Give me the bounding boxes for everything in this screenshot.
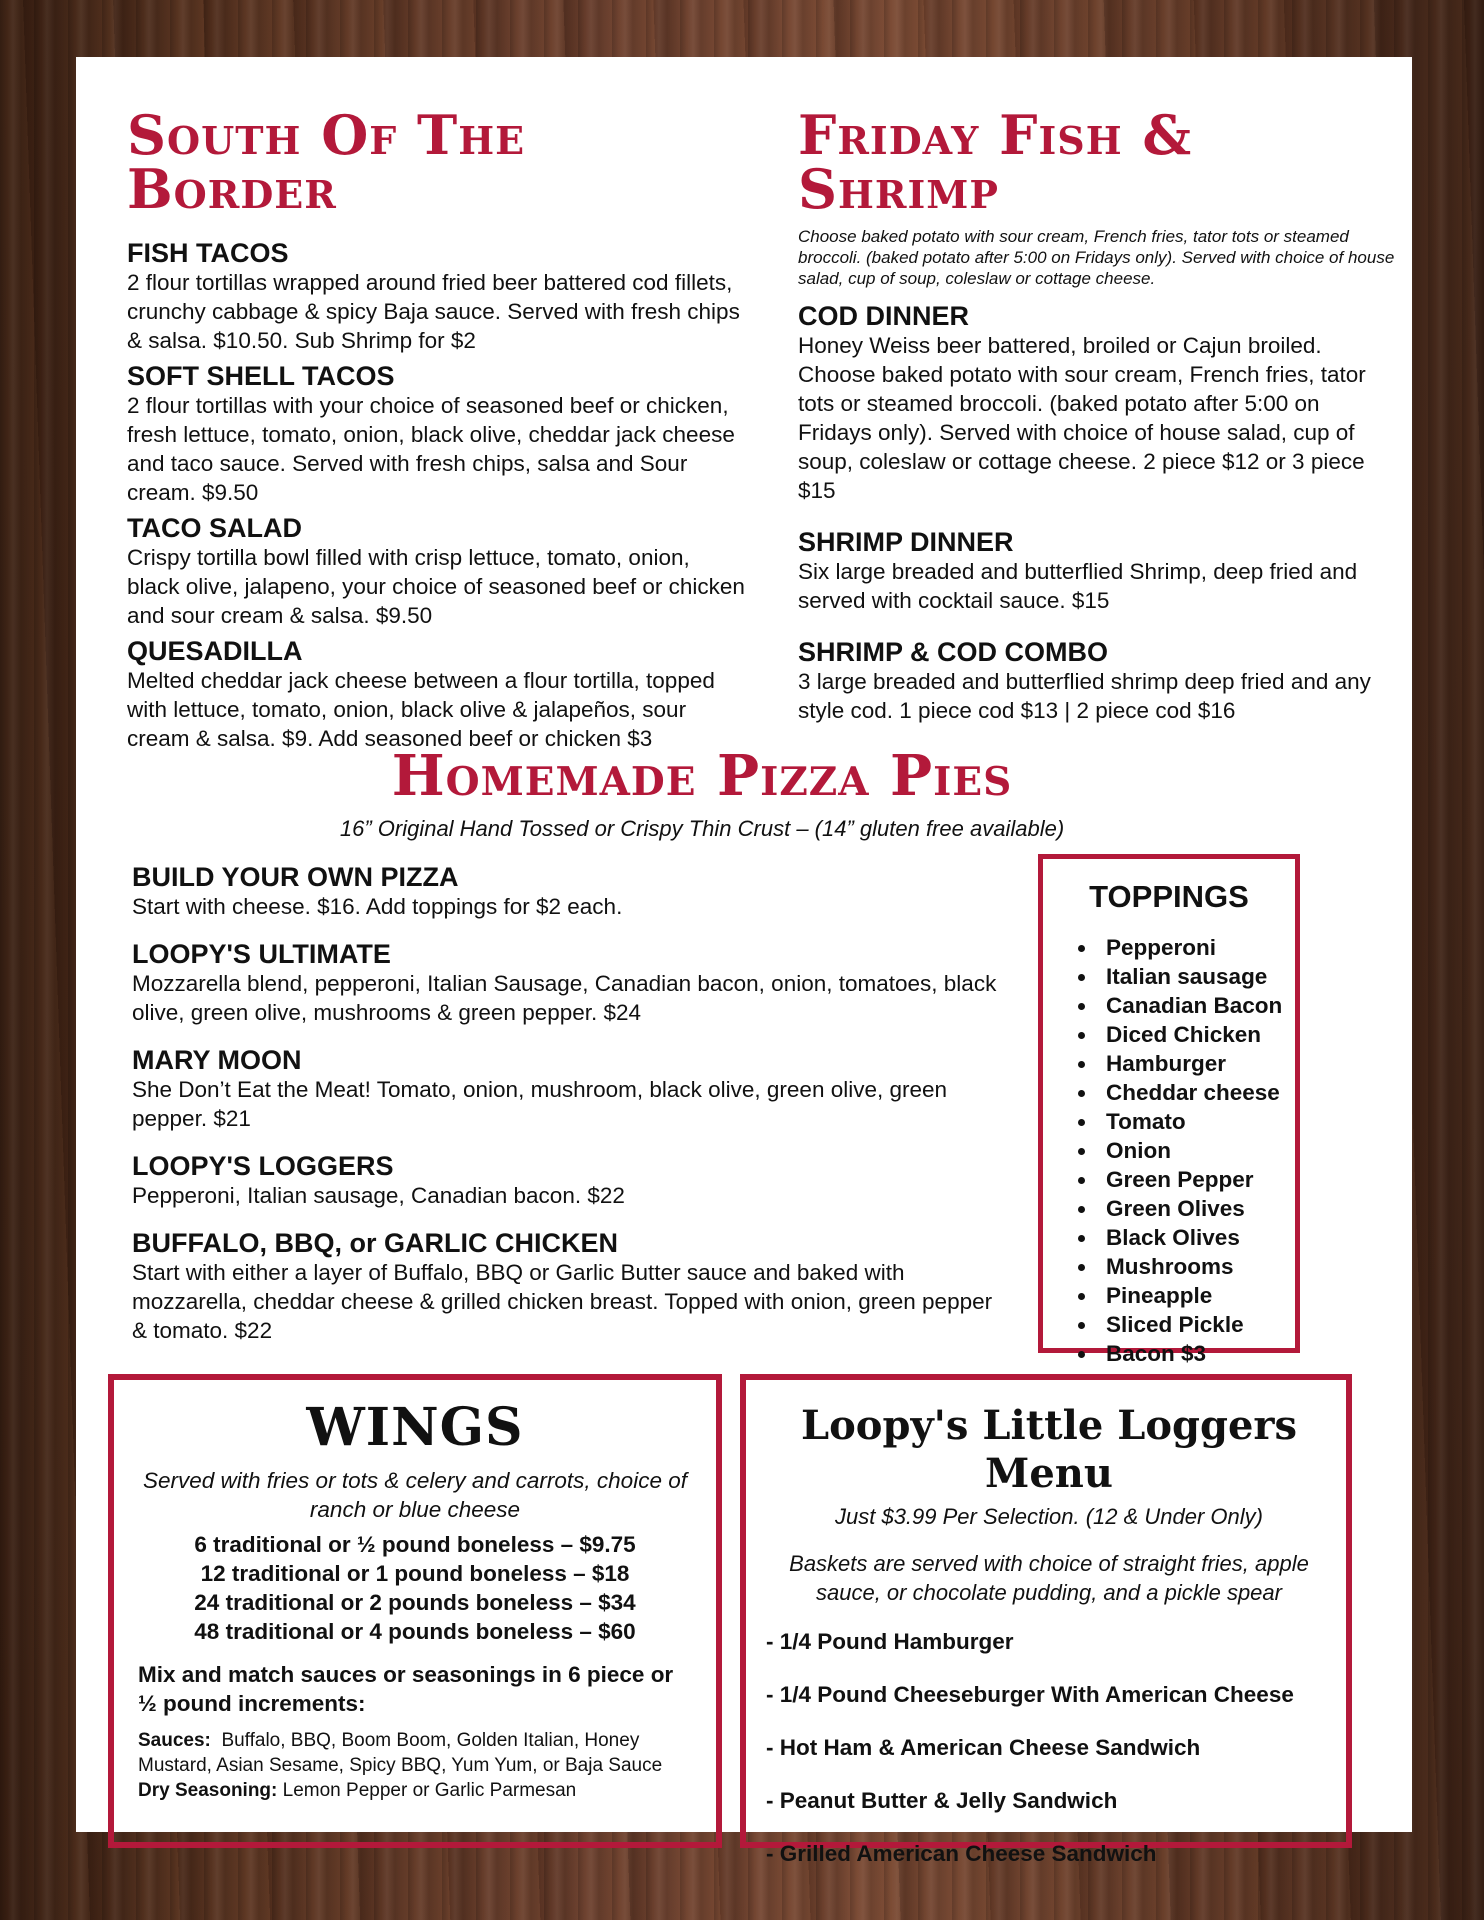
topping-item: Canadian Bacon (1106, 991, 1295, 1020)
wings-price: 12 traditional or 1 pound boneless – $18 (200, 1561, 630, 1586)
wings-box (108, 1374, 722, 1848)
section-friday-fish (798, 103, 1398, 747)
wings-price: 24 traditional or 2 pounds boneless – $34 (194, 1590, 636, 1615)
sauces-label: Sauces: (138, 1730, 211, 1751)
item-name: LOOPY'S LOGGERS (132, 1151, 394, 1181)
sauces-list: Buffalo, BBQ, Boom Boom, Golden Italian, Honey Mustard, Asian Sesame, Spicy BBQ, Yum Yum, or Baja Sauce (138, 1730, 663, 1776)
kids-menu-box (740, 1374, 1352, 1866)
wings-price-list (138, 1530, 692, 1646)
item-description: Mozzarella blend, pepperoni, Italian Sausage, Canadian bacon, onion, tomatoes, black olive, green olive, mushrooms & green pepper. $24 (132, 971, 997, 1025)
menu-item (127, 238, 747, 355)
toppings-title: TOPPINGS (1089, 879, 1249, 914)
item-name: SHRIMP DINNER (798, 527, 1014, 557)
kids-menu-item: - Hot Ham & American Cheese Sandwich (766, 1735, 1201, 1760)
section-south-of-the-border (127, 103, 747, 759)
item-description: 2 flour tortillas wrapped around fried beer battered cod fillets, crunchy cabbage & spicy Baja sauce. Served with fresh chips & salsa. $10.50. Sub Shrimp for $2 (127, 270, 740, 353)
item-name: FISH TACOS (127, 238, 289, 268)
menu-item (132, 1151, 1012, 1210)
item-name: BUFFALO, BBQ, or GARLIC CHICKEN (132, 1228, 618, 1258)
topping-item: Green Olives (1106, 1194, 1295, 1223)
wings-subtitle: Served with fries or tots & celery and carrots, choice of ranch or blue cheese (143, 1468, 687, 1522)
topping-item: Bacon $3 (1106, 1339, 1295, 1368)
kids-menu-item: - Grilled American Cheese Sandwich (766, 1841, 1157, 1866)
dry-seasoning-label: Dry Seasoning: (138, 1780, 278, 1801)
kids-menu-baskets-note: Baskets are served with choice of straight fries, apple sauce, or chocolate pudding, and a pickle spear (789, 1551, 1309, 1605)
wings-mix-note: Mix and match sauces or seasonings in 6 piece or ½ pound increments: (138, 1662, 674, 1716)
wings-sauces (138, 1728, 692, 1803)
pizza-list (132, 862, 1012, 1363)
topping-item: Diced Chicken (1106, 1020, 1295, 1049)
topping-item: Sliced Pickle (1106, 1310, 1295, 1339)
dry-seasoning-list: Lemon Pepper or Garlic Parmesan (282, 1780, 577, 1801)
item-name: BUILD YOUR OWN PIZZA (132, 862, 459, 892)
kids-menu-item: - 1/4 Pound Cheeseburger With American Cheese (766, 1682, 1294, 1707)
topping-item: Tomato (1106, 1107, 1295, 1136)
section-subtitle: 16” Original Hand Tossed or Crispy Thin Crust – (14” gluten free available) (339, 816, 1065, 841)
item-name: LOOPY'S ULTIMATE (132, 939, 391, 969)
topping-item: Black Olives (1106, 1223, 1295, 1252)
wings-title: WINGS (306, 1397, 524, 1458)
item-description: Start with either a layer of Buffalo, BBQ or Garlic Butter sauce and baked with mozzarella, cheddar cheese & grilled chicken breast. Topped with onion, green pepper & tomato. $22 (132, 1260, 993, 1343)
menu-item (132, 1228, 1012, 1345)
item-name: COD DINNER (798, 301, 970, 331)
wings-price: 6 traditional or ½ pound boneless – $9.75 (194, 1532, 636, 1557)
section-title: South Of The Border (127, 103, 526, 221)
item-description: Start with cheese. $16. Add toppings for $2 each. (132, 894, 623, 919)
topping-item: Mushrooms (1106, 1252, 1295, 1281)
menu-item (132, 862, 1012, 921)
menu-item (132, 1045, 1012, 1133)
menu-item (127, 513, 747, 630)
item-name: SHRIMP & COD COMBO (798, 637, 1109, 667)
topping-item: Italian sausage (1106, 962, 1295, 991)
topping-item: Pepperoni (1106, 933, 1295, 962)
kids-menu-item: - 1/4 Pound Hamburger (766, 1629, 1014, 1654)
menu-item (132, 939, 1012, 1027)
topping-item: Green Pepper (1106, 1165, 1295, 1194)
kids-menu-title: Loopy's Little Loggers Menu (800, 1402, 1297, 1497)
menu-item (127, 361, 747, 507)
topping-item: Onion (1106, 1136, 1295, 1165)
menu-item (798, 301, 1398, 505)
kids-menu-subtitle: Just $3.99 Per Selection. (12 & Under Only) (835, 1504, 1263, 1529)
item-name: TACO SALAD (127, 513, 302, 543)
menu-item (127, 636, 747, 753)
wings-price: 48 traditional or 4 pounds boneless – $60 (194, 1619, 636, 1644)
item-description: 3 large breaded and butterflied shrimp deep fried and any style cod. 1 piece cod $13 | 2 piece cod $16 (798, 669, 1371, 723)
item-description: Six large breaded and butterflied Shrimp, deep fried and served with cocktail sauce. $15 (798, 559, 1358, 613)
kids-menu-item: - Peanut Butter & Jelly Sandwich (766, 1788, 1118, 1813)
section-pizza-header (127, 743, 1277, 842)
section-intro: Choose baked potato with sour cream, French fries, tator tots or steamed broccoli. (baked potato after 5:00 on Fridays only). Served with choice of house salad, cup of soup, coleslaw or cottage cheese. (798, 227, 1395, 288)
section-title: Homemade Pizza Pies (391, 743, 1013, 809)
menu-item (798, 637, 1398, 725)
item-description: Pepperoni, Italian sausage, Canadian bacon. $22 (132, 1183, 625, 1208)
topping-item: Cheddar cheese (1106, 1078, 1295, 1107)
item-name: QUESADILLA (127, 636, 303, 666)
section-title: Friday Fish & Shrimp (798, 103, 1193, 221)
toppings-box (1038, 854, 1300, 1366)
topping-item: Hamburger (1106, 1049, 1295, 1078)
item-description: She Don’t Eat the Meat! Tomato, onion, mushroom, black olive, green olive, green pepper. $21 (132, 1077, 948, 1131)
toppings-list (1043, 933, 1295, 1368)
menu-item (798, 527, 1398, 615)
item-name: SOFT SHELL TACOS (127, 361, 395, 391)
topping-item: Pineapple (1106, 1281, 1295, 1310)
item-description: Melted cheddar jack cheese between a flour tortilla, topped with lettuce, tomato, onion, black olive & jalapeños, sour cream & salsa. $9. Add seasoned beef or chicken $3 (127, 668, 715, 751)
item-description: Crispy tortilla bowl filled with crisp lettuce, tomato, onion, black olive, jalapeno, your choice of seasoned beef or chicken and sour cream & salsa. $9.50 (127, 545, 745, 628)
item-description: Honey Weiss beer battered, broiled or Cajun broiled. Choose baked potato with sour cream, French fries, tator tots or steamed broccoli. (baked potato after 5:00 on Fridays only). Served with choice of house salad, cup of soup, coleslaw or cottage cheese. 2 piece $12 or 3 piece $15 (798, 333, 1366, 503)
item-description: 2 flour tortillas with your choice of seasoned beef or chicken, fresh lettuce, tomato, onion, black olive, cheddar jack cheese and taco sauce. Served with fresh chips, salsa and Sour cream. $9.50 (127, 393, 735, 505)
item-name: MARY MOON (132, 1045, 302, 1075)
